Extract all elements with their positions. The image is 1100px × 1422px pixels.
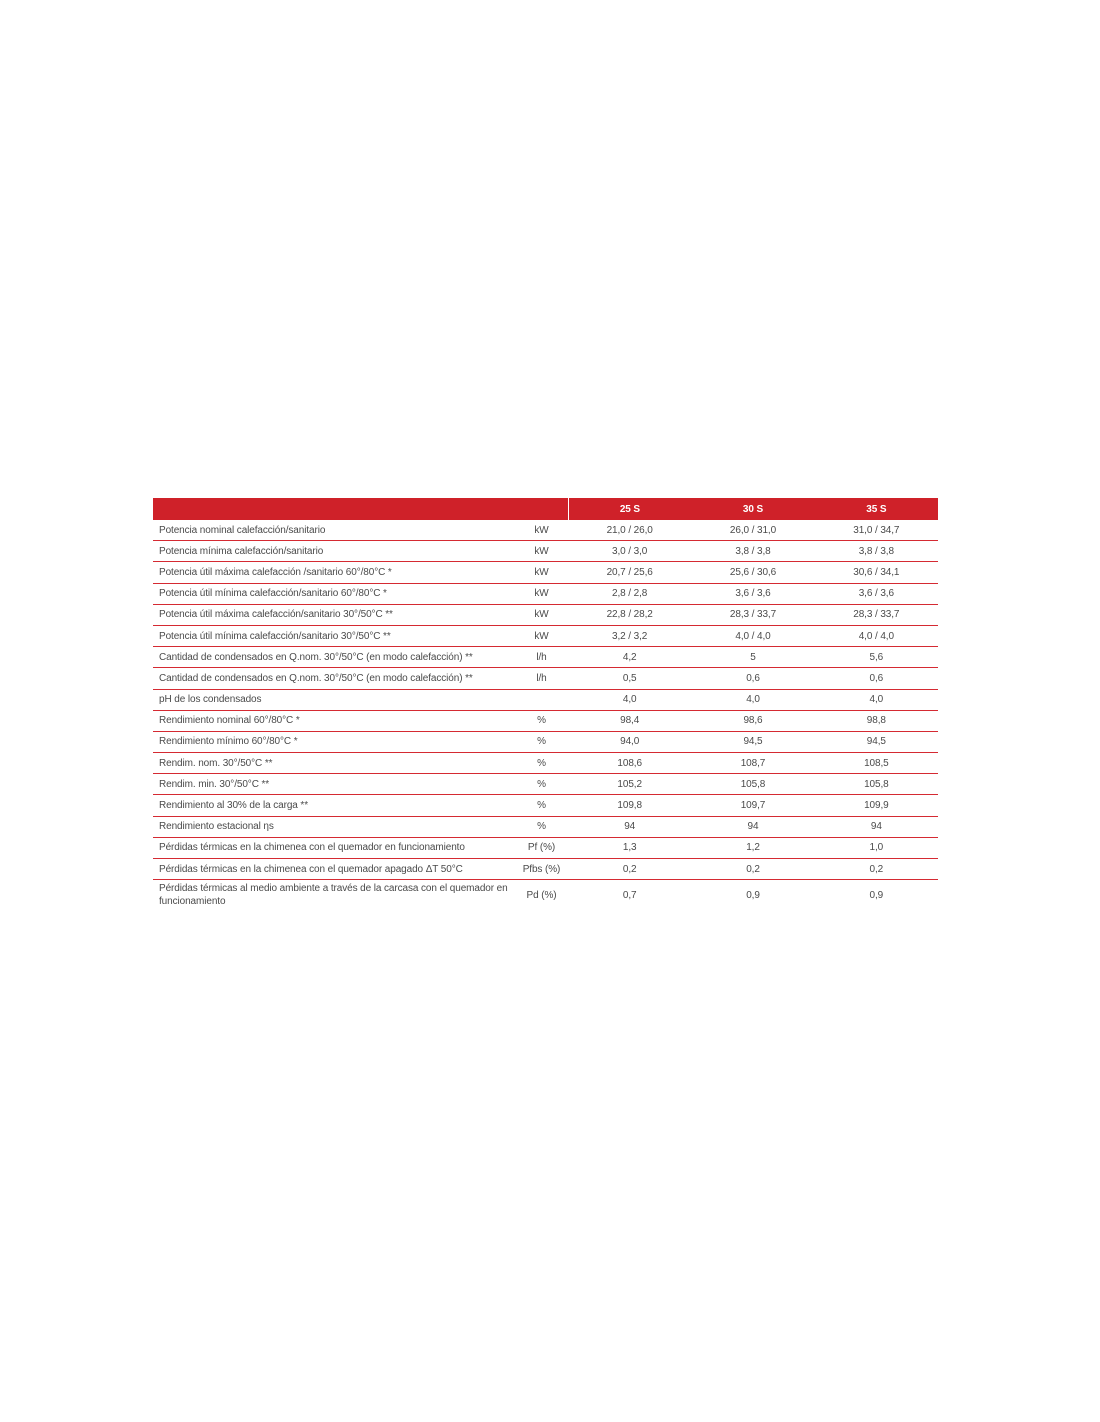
table-row — [153, 837, 938, 858]
row-value-35s: 5,6 — [815, 647, 938, 668]
row-label: Pérdidas térmicas al medio ambiente a través de la carcasa con el quemador en funcionamiento — [159, 883, 508, 908]
row-value-30s: 0,9 — [746, 889, 760, 901]
table-row — [153, 583, 938, 604]
row-value-30s: 105,8 — [691, 774, 814, 795]
row-label: Cantidad de condensados en Q.nom. 30°/50°C (en modo calefacción) ** — [153, 647, 515, 668]
table-row — [153, 774, 938, 795]
row-unit: Pfbs (%) — [515, 859, 568, 880]
row-value-35s: 30,6 / 34,1 — [815, 562, 938, 583]
specifications-table — [153, 498, 938, 910]
table-row — [153, 689, 938, 710]
row-value-25s: 20,7 / 25,6 — [568, 562, 691, 583]
row-value-35s: 4,0 — [815, 689, 938, 710]
row-value-35s: 31,0 / 34,7 — [815, 520, 938, 541]
row-value-30s: 3,8 / 3,8 — [691, 541, 814, 562]
row-label: Potencia útil mínima calefacción/sanitario 30°/50°C ** — [153, 625, 515, 646]
row-label: Pérdidas térmicas en la chimenea con el quemador en funcionamiento — [153, 837, 515, 858]
row-value-35s: 108,5 — [815, 753, 938, 774]
row-value-35s: 105,8 — [815, 774, 938, 795]
row-value-30s: 28,3 / 33,7 — [691, 604, 814, 625]
header-unit-cell — [515, 498, 568, 520]
row-value-30s: 25,6 / 30,6 — [691, 562, 814, 583]
row-unit: l/h — [515, 668, 568, 689]
row-unit: kW — [515, 541, 568, 562]
table-row — [153, 520, 938, 541]
row-value-25s: 94 — [568, 816, 691, 837]
row-value-30s: 108,7 — [691, 753, 814, 774]
table-header-row — [153, 498, 938, 520]
row-value-35s: 3,8 / 3,8 — [815, 541, 938, 562]
row-unit: kW — [515, 625, 568, 646]
row-unit: % — [515, 816, 568, 837]
row-value-30s: 1,2 — [691, 837, 814, 858]
row-value-25s: 0,5 — [568, 668, 691, 689]
table-row — [153, 753, 938, 774]
row-label: Potencia útil mínima calefacción/sanitario 60°/80°C * — [153, 583, 515, 604]
row-unit: % — [515, 731, 568, 752]
row-unit: % — [515, 795, 568, 816]
table-row — [153, 562, 938, 583]
row-value-25s: 3,2 / 3,2 — [568, 625, 691, 646]
row-value-30s: 109,7 — [691, 795, 814, 816]
row-unit: % — [515, 753, 568, 774]
row-unit: % — [515, 774, 568, 795]
row-value-25s: 21,0 / 26,0 — [568, 520, 691, 541]
row-label: Potencia nominal calefacción/sanitario — [153, 520, 515, 541]
row-value-25s: 105,2 — [568, 774, 691, 795]
row-unit: kW — [515, 520, 568, 541]
row-value-30s: 0,6 — [691, 668, 814, 689]
row-value-35s: 109,9 — [815, 795, 938, 816]
row-value-25s: 1,3 — [568, 837, 691, 858]
row-value-30s: 4,0 / 4,0 — [691, 625, 814, 646]
row-value-35s: 0,9 — [869, 889, 884, 901]
table-row — [153, 604, 938, 625]
row-value-35s: 1,0 — [815, 837, 938, 858]
table-row — [153, 816, 938, 837]
row-value-25s: 3,0 / 3,0 — [568, 541, 691, 562]
row-label: Potencia útil máxima calefacción/sanitario 30°/50°C ** — [153, 604, 515, 625]
row-unit — [515, 689, 568, 710]
table-row — [153, 541, 938, 562]
row-label: Potencia útil máxima calefacción /sanitario 60°/80°C * — [153, 562, 515, 583]
row-value-30s: 4,0 — [691, 689, 814, 710]
row-value-25s: 2,8 / 2,8 — [568, 583, 691, 604]
row-unit: Pf (%) — [515, 837, 568, 858]
row-value-35s: 98,8 — [815, 710, 938, 731]
row-value-30s: 94 — [691, 816, 814, 837]
row-value-25s: 4,2 — [568, 647, 691, 668]
row-value-35s: 3,6 / 3,6 — [815, 583, 938, 604]
row-label: Pérdidas térmicas en la chimenea con el quemador apagado ΔT 50°C — [153, 859, 515, 880]
row-unit: kW — [515, 604, 568, 625]
row-value-30s: 94,5 — [691, 731, 814, 752]
table-row — [153, 859, 938, 880]
header-model-30s: 30 S — [691, 498, 814, 520]
header-model-25s: 25 S — [568, 498, 691, 520]
row-value-25s: 22,8 / 28,2 — [568, 604, 691, 625]
row-value-25s: 0,7 — [622, 889, 637, 901]
row-value-35s: 4,0 / 4,0 — [815, 625, 938, 646]
row-label: Rendimiento nominal 60°/80°C * — [153, 710, 515, 731]
row-value-35s: 94 — [815, 816, 938, 837]
row-value-35s: 28,3 / 33,7 — [815, 604, 938, 625]
row-unit: kW — [515, 583, 568, 604]
table-row — [153, 625, 938, 646]
header-model-35s: 35 S — [815, 498, 938, 520]
row-value-35s: 94,5 — [815, 731, 938, 752]
table-row — [153, 647, 938, 668]
row-label: Rendim. nom. 30°/50°C ** — [153, 753, 515, 774]
table-row — [153, 731, 938, 752]
row-label: Rendim. min. 30°/50°C ** — [153, 774, 515, 795]
row-value-25s: 94,0 — [568, 731, 691, 752]
row-label: pH de los condensados — [153, 689, 515, 710]
table-row — [153, 668, 938, 689]
table-row — [153, 880, 938, 911]
row-value-35s: 0,2 — [815, 859, 938, 880]
row-label: Rendimiento mínimo 60°/80°C * — [153, 731, 515, 752]
row-unit: l/h — [515, 647, 568, 668]
table-row — [153, 795, 938, 816]
row-value-25s: 109,8 — [568, 795, 691, 816]
row-value-30s: 3,6 / 3,6 — [691, 583, 814, 604]
row-unit: kW — [515, 562, 568, 583]
row-unit: % — [515, 710, 568, 731]
row-value-25s: 0,2 — [568, 859, 691, 880]
row-label: Cantidad de condensados en Q.nom. 30°/50°C (en modo calefacción) ** — [153, 668, 515, 689]
header-label-cell — [153, 498, 515, 520]
row-value-30s: 0,2 — [691, 859, 814, 880]
table-body — [153, 520, 938, 910]
row-label: Potencia mínima calefacción/sanitario — [153, 541, 515, 562]
row-value-30s: 26,0 / 31,0 — [691, 520, 814, 541]
row-label: Rendimiento al 30% de la carga ** — [153, 795, 515, 816]
row-value-35s: 0,6 — [815, 668, 938, 689]
row-unit: Pd (%) — [526, 889, 557, 901]
row-value-25s: 108,6 — [568, 753, 691, 774]
row-value-30s: 5 — [691, 647, 814, 668]
row-value-25s: 4,0 — [568, 689, 691, 710]
row-value-25s: 98,4 — [568, 710, 691, 731]
table-row — [153, 710, 938, 731]
row-label: Rendimiento estacional ηs — [153, 816, 515, 837]
row-value-30s: 98,6 — [691, 710, 814, 731]
